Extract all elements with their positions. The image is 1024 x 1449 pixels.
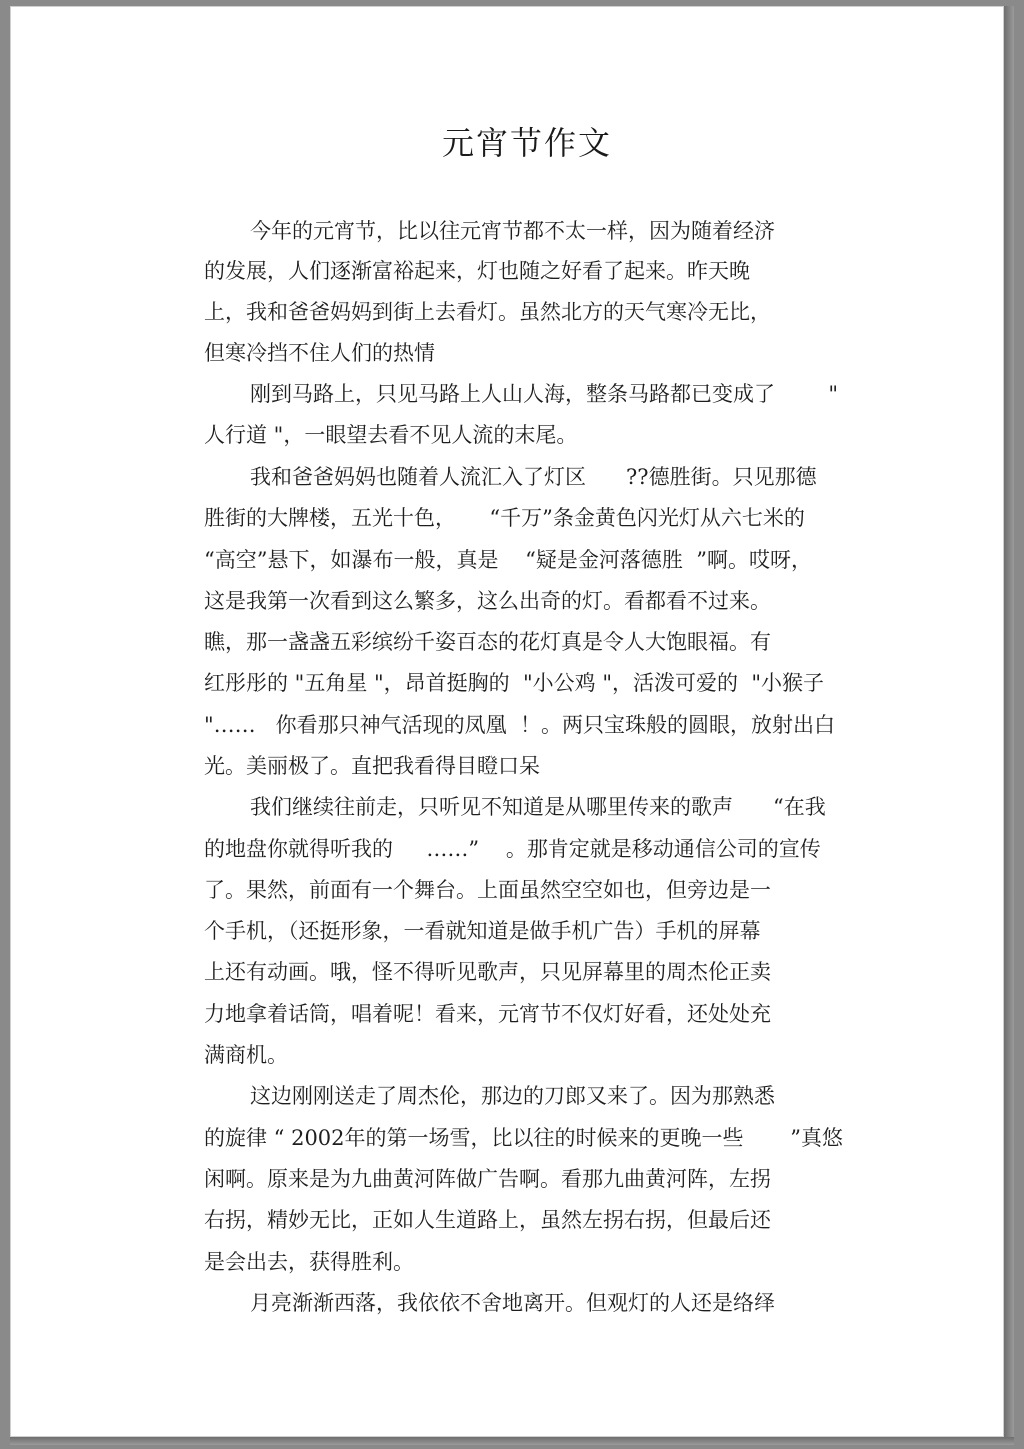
- text-line: 胜街的大牌楼，五光十色， “千万”条金黄色闪光灯从六七米的: [204, 506, 805, 530]
- text-line: 瞧，那一盏盏五彩缤纷千姿百态的花灯真是令人大饱眼福。有: [204, 630, 771, 654]
- text-line: 个手机，（还挺形象，一看就知道是做手机广告）手机的屏幕: [204, 919, 761, 943]
- text-line: 月亮渐渐西落，我依依不舍地离开。但观灯的人还是络绎: [250, 1291, 775, 1315]
- text-line: 的旋律 “ 2002年的第一场雪，比以往的时候来的更晚一些 ”真悠: [204, 1126, 843, 1150]
- text-line: 闲啊。原来是为九曲黄河阵做广告啊。看那九曲黄河阵，左拐: [204, 1167, 771, 1191]
- document-title: 元宵节作文: [441, 124, 612, 162]
- text-line: 光。美丽极了。直把我看得目瞪口呆: [204, 754, 540, 778]
- text-line: 的地盘你就得听我的 ……” 。那肯定就是移动通信公司的宣传: [204, 837, 821, 861]
- page-shadow-right: [1004, 6, 1014, 1437]
- text-line: 是会出去，获得胜利。: [204, 1250, 414, 1274]
- text-line: 今年的元宵节，比以往元宵节都不太一样，因为随着经济: [250, 219, 775, 243]
- text-line: 我们继续往前走，只听见不知道是从哪里传来的歌声 “在我: [250, 795, 826, 819]
- text-line: 满商机。: [204, 1043, 288, 1067]
- text-line: 上还有动画。哦，怪不得听见歌声，只见屏幕里的周杰伦正卖: [204, 960, 771, 984]
- text-line: 红彤彤的 "五角星 "，昂首挺胸的 "小公鸡 "，活泼可爱的 "小猴子: [204, 671, 825, 695]
- text-line: 的发展，人们逐渐富裕起来，灯也随之好看了起来。昨天晚: [204, 259, 750, 283]
- text-line: 这是我第一次看到这么繁多，这么出奇的灯。看都看不过来。: [204, 589, 771, 613]
- text-line: 右拐，精妙无比，正如人生道路上，虽然左拐右拐，但最后还: [204, 1208, 771, 1232]
- text-line: 人行道 "，一眼望去看不见人流的末尾。: [204, 423, 578, 447]
- text-line: 这边刚刚送走了周杰伦，那边的刀郎又来了。因为那熟悉: [250, 1084, 775, 1108]
- text-line: “高空”悬下，如瀑布一般，真是 “疑是金河落德胜 ”啊。哎呀，: [204, 548, 812, 572]
- page-shadow-bottom: [10, 1437, 1014, 1445]
- text-line: 刚到马路上，只见马路上人山人海，整条马路都已变成了 ": [250, 382, 839, 406]
- text-line: 但寒冷挡不住人们的热情: [204, 341, 435, 365]
- text-line: 力地拿着话筒，唱着呢！看来，元宵节不仅灯好看，还处处充: [204, 1002, 771, 1026]
- text-line: 了。果然，前面有一个舞台。上面虽然空空如也，但旁边是一: [204, 878, 771, 902]
- text-line: 上，我和爸爸妈妈到街上去看灯。虽然北方的天气寒冷无比，: [204, 300, 771, 324]
- text-line: "…… 你看那只神气活现的凤凰 ！。两只宝珠般的圆眼，放射出白: [204, 713, 836, 737]
- text-line: 我和爸爸妈妈也随着人流汇入了灯区 ??德胜街。只见那德: [250, 465, 817, 489]
